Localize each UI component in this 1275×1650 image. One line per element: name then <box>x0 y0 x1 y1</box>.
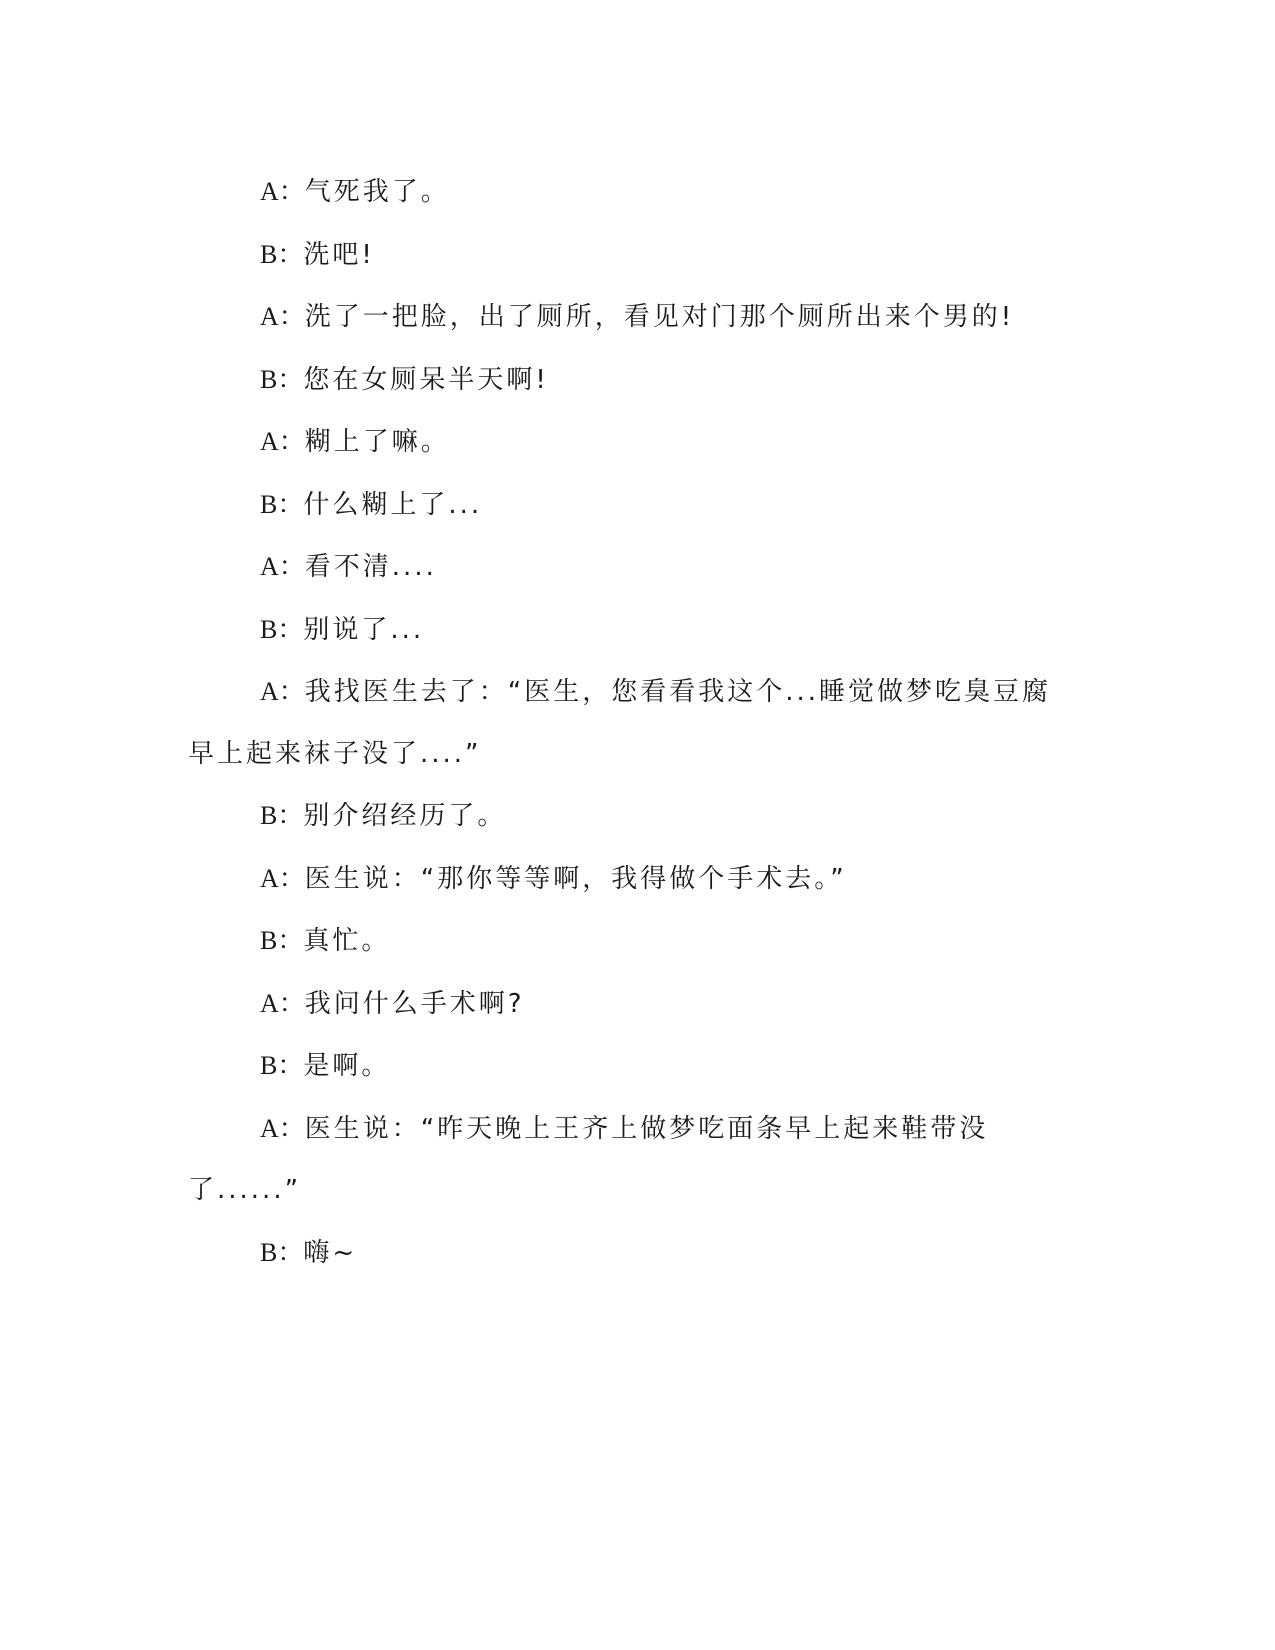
dialogue-text: 洗吧! <box>303 239 375 270</box>
speaker-separator: ： <box>277 239 304 270</box>
dialogue-text: 糊上了嘛。 <box>304 427 450 457</box>
dialogue-line <box>188 910 1078 973</box>
speaker-separator: ： <box>278 302 305 332</box>
speaker-separator: ： <box>278 552 305 582</box>
dialogue-text: 什么糊上了... <box>303 489 483 520</box>
dialogue-text: 医生说：“昨天晚上王齐上做梦吃面条早上起来鞋带没了......” <box>188 1113 989 1205</box>
speaker-label: A <box>260 427 279 456</box>
dialogue-line <box>188 599 1078 662</box>
speaker-separator: ： <box>278 427 305 457</box>
dialogue-line <box>188 224 1078 287</box>
speaker-label: B <box>260 1237 278 1267</box>
speaker-label: B <box>260 801 278 830</box>
speaker-label: A <box>260 302 279 331</box>
dialogue-text: 别说了... <box>303 614 425 645</box>
speaker-label: B <box>260 239 278 269</box>
speaker-label: B <box>260 926 278 955</box>
speaker-separator: ： <box>277 489 304 520</box>
dialogue-line <box>188 474 1078 537</box>
speaker-label: B <box>260 489 278 519</box>
speaker-label: A <box>260 552 279 581</box>
dialogue-line <box>188 973 1078 1036</box>
speaker-label: B <box>260 1051 278 1080</box>
speaker-label: A <box>260 988 279 1018</box>
dialogue-text: 医生说：“那你等等啊，我得做个手术去。” <box>304 863 847 894</box>
dialogue-text: 我问什么手术啊? <box>304 988 525 1019</box>
dialogue-line <box>188 1035 1078 1098</box>
speaker-separator: ： <box>277 364 304 395</box>
dialogue-text: 我找医生去了：“医生，您看看我这个...睡觉做梦吃臭豆腐早上起来袜子没了....” <box>188 677 1052 769</box>
dialogue-text: 嗨~ <box>303 1237 358 1268</box>
speaker-label: A <box>260 1113 279 1143</box>
dialogue-line <box>188 661 1078 785</box>
dialogue-line <box>188 349 1078 412</box>
speaker-label: A <box>260 177 279 206</box>
speaker-label: A <box>260 863 279 893</box>
speaker-separator: ： <box>277 1237 304 1268</box>
speaker-label: B <box>260 364 278 394</box>
dialogue-line <box>188 161 1078 224</box>
speaker-separator: ： <box>277 614 304 645</box>
speaker-separator: ： <box>278 988 305 1019</box>
speaker-separator: ： <box>278 677 305 707</box>
speaker-separator: ： <box>278 177 305 207</box>
speaker-label: A <box>260 677 279 706</box>
dialogue-text: 气死我了。 <box>304 177 450 207</box>
dialogue-text: 真忙。 <box>303 926 391 956</box>
dialogue-line <box>188 411 1078 474</box>
dialogue-line <box>188 785 1078 848</box>
dialogue-line <box>188 1098 1078 1222</box>
dialogue-line <box>188 1222 1078 1285</box>
dialogue-text: 看不清.... <box>304 552 437 582</box>
dialogue-text: 别介绍经历了。 <box>303 801 507 831</box>
dialogue-line <box>188 848 1078 911</box>
speaker-label: B <box>260 614 278 644</box>
speaker-separator: ： <box>277 1051 304 1081</box>
dialogue-line <box>188 286 1078 349</box>
speaker-separator: ： <box>278 863 305 894</box>
speaker-separator: ： <box>278 1113 305 1144</box>
dialogue-text: 洗了一把脸，出了厕所，看见对门那个厕所出来个男的! <box>304 302 1015 332</box>
speaker-separator: ： <box>277 926 304 956</box>
dialogue-line <box>188 536 1078 599</box>
speaker-separator: ： <box>277 801 304 831</box>
dialogue-body <box>188 161 1078 1284</box>
dialogue-text: 是啊。 <box>303 1051 391 1081</box>
dialogue-text: 您在女厕呆半天啊! <box>303 364 549 395</box>
